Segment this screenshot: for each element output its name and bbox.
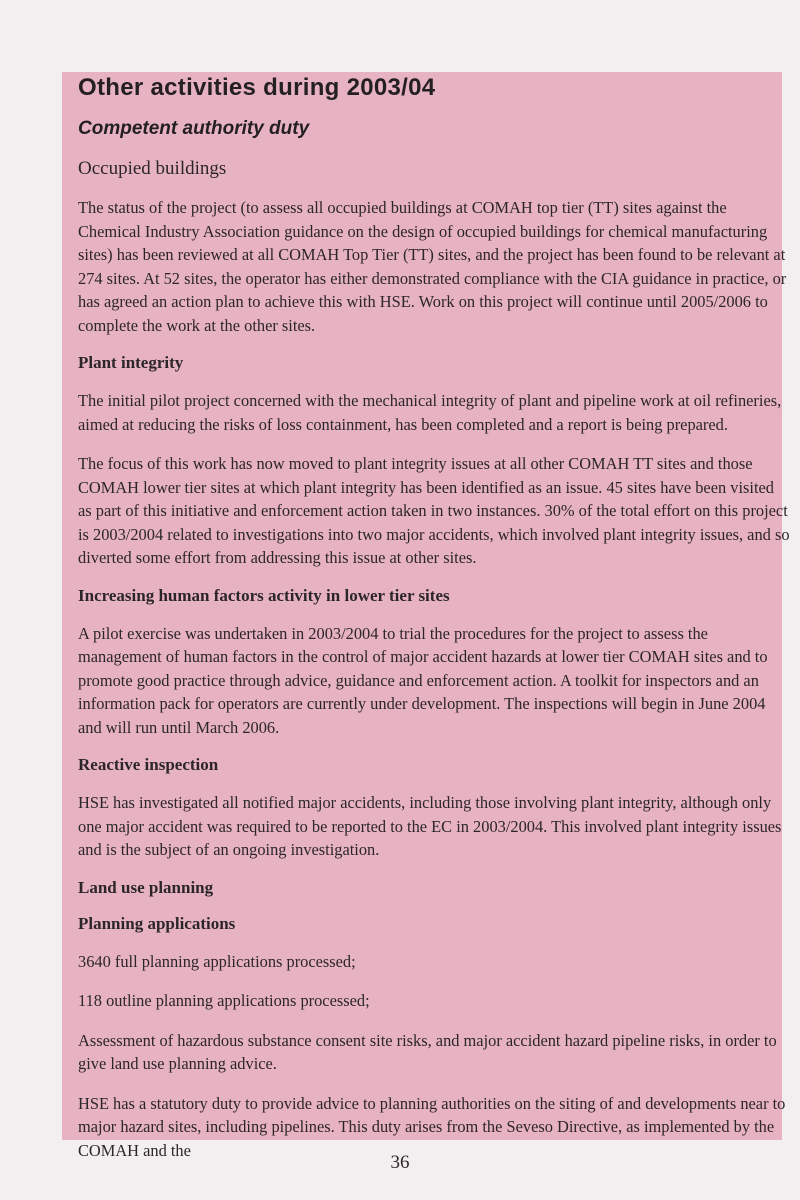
heading-human-factors: Increasing human factors activity in lower tier sites — [78, 585, 450, 605]
list-item: 3640 full planning applications processed; — [78, 951, 356, 971]
paragraph: The focus of this work has now moved to plant integrity issues at all other COMAH TT sites and those COMAH lower tier sites at which plant integrity has been identified as an issue. 45 sites have been visited as part of this initiative and enforcement action taken in two instances. 30% of the total effort on this project is 2003/2004 related to investigations into two major accidents, which involved plant integrity issues, and so diverted some effort from addressing this issue at other sites. — [78, 454, 790, 567]
heading-occupied-buildings: Occupied buildings — [78, 158, 227, 179]
paragraph: The initial pilot project concerned with the mechanical integrity of plant and pipeline work at oil refineries, aimed at reducing the risks of loss containment, has been completed and a report is being prepared. — [78, 391, 782, 434]
heading-plant-integrity: Plant integrity — [78, 353, 184, 372]
paragraph: HSE has a statutory duty to provide advice to planning authorities on the siting of and developments near to major hazard sites, including pipelines. This duty arises from the Seveso Directive, as implemented by the COMAH and the — [78, 1093, 786, 1160]
heading-planning-applications: Planning applications — [78, 913, 236, 933]
paragraph: The status of the project (to assess all occupied buildings at COMAH top tier (TT) sites against the Chemical Industry Association guidance on the design of occupied buildings for chemical manufacturing sites) has been reviewed at all COMAH Top Tier (TT) sites, and the project has been found to be relevant at 274 sites. At 52 sites, the operator has either demonstrated compliance with the CIA guidance in practice, or has agreed an action plan to achieve this with HSE. Work on this project will continue until 2005/2006 to complete the work at the other sites. — [78, 198, 787, 335]
paragraph: HSE has investigated all notified major accidents, including those involving plant integrity, although only one major accident was required to be reported to the EC in 2003/2004. This involved plant integrity issues and is the subject of an ongoing investigation. — [78, 793, 782, 859]
page-number: 36 — [390, 1152, 410, 1173]
heading-land-use-planning: Land use planning — [78, 877, 214, 897]
heading-reactive-inspection: Reactive inspection — [78, 755, 219, 774]
page-title: Other activities during 2003/04 — [78, 74, 436, 101]
section-subtitle: Competent authority duty — [78, 118, 310, 139]
paragraph: Assessment of hazardous substance consent site risks, and major accident hazard pipeline risks, in order to give land use planning advice. — [78, 1030, 777, 1073]
list-item: 118 outline planning applications processed; — [78, 991, 370, 1010]
page-content — [78, 74, 790, 1178]
paragraph: A pilot exercise was undertaken in 2003/2004 to trial the procedures for the project to assess the management of human factors in the control of major accident hazards at lower tier COMAH sites and to promote good practice through advice, guidance and enforcement action. A toolkit for inspectors and an information pack for operators are currently under development. The inspections will begin in June 2004 and will run until March 2006. — [78, 623, 768, 737]
